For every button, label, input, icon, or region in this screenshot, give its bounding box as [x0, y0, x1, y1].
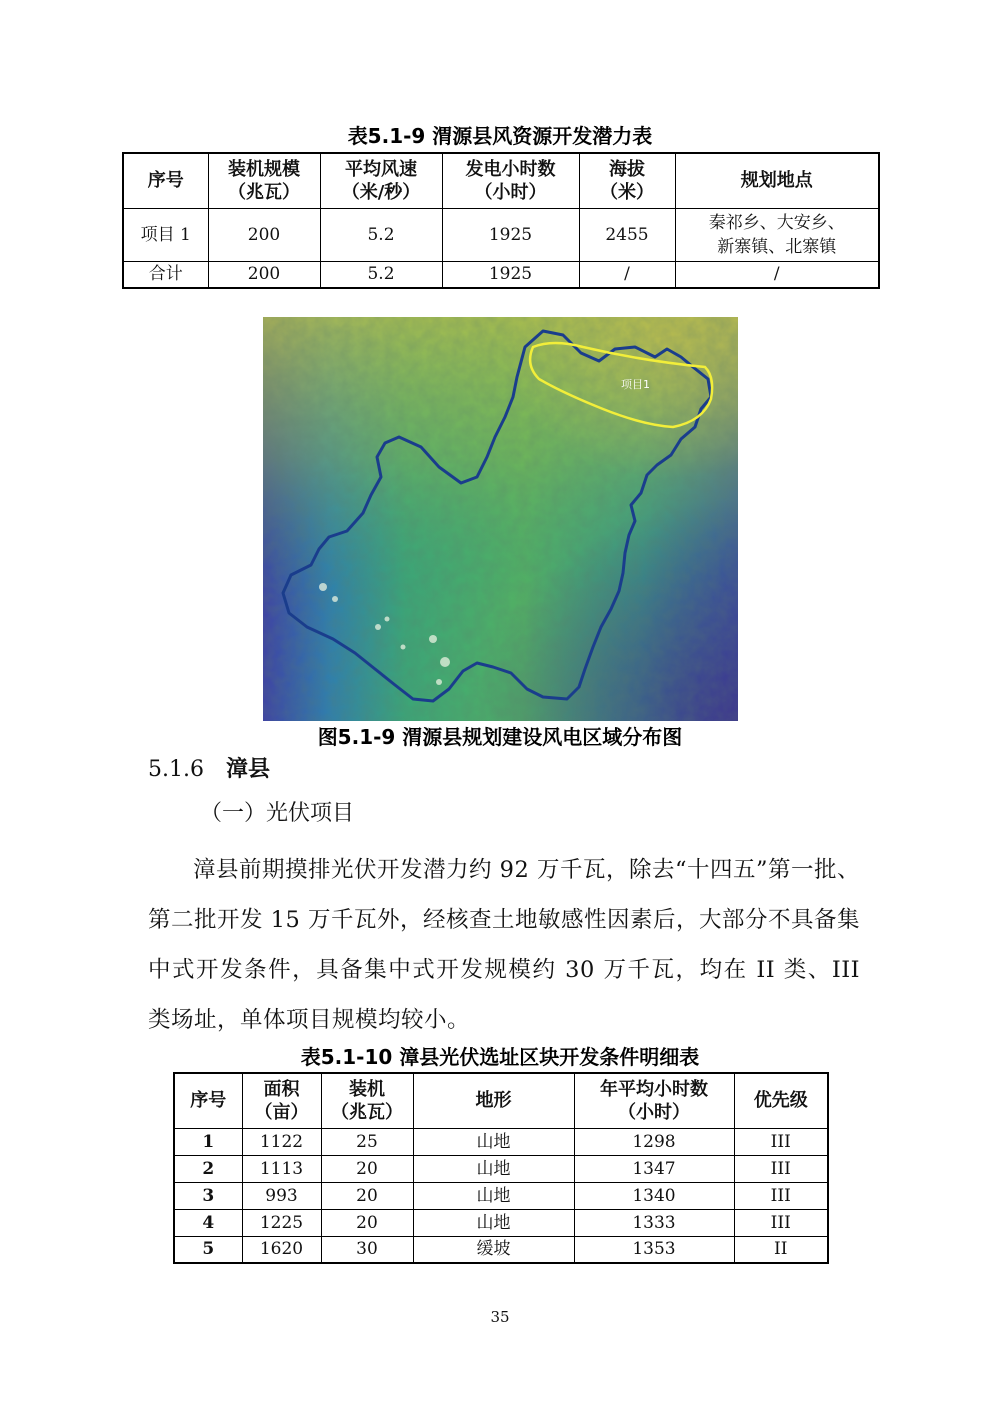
cell-no: 合计 [123, 261, 208, 288]
cell-no: 3 [174, 1182, 242, 1209]
cell-hours: 1925 [442, 261, 579, 288]
cell-no: 4 [174, 1209, 242, 1236]
header-cell: 面积 （亩） [242, 1073, 321, 1128]
header-cell: 年平均小时数 （小时） [574, 1073, 734, 1128]
cell-hours: 1333 [574, 1209, 734, 1236]
cell-hours: 1353 [574, 1236, 734, 1263]
cell-capacity: 30 [321, 1236, 413, 1263]
cell-no: 1 [174, 1128, 242, 1155]
cell-priority: III [734, 1209, 828, 1236]
cell-terrain: 山地 [413, 1155, 574, 1182]
cell-no: 5 [174, 1236, 242, 1263]
cell-capacity: 200 [208, 261, 320, 288]
table2-caption: 表5.1-10 漳县光伏选址区块开发条件明细表 [300, 1045, 700, 1069]
cell-hours: 1347 [574, 1155, 734, 1182]
table-row [174, 1128, 828, 1155]
header-cell: 装机规模 （兆瓦） [208, 153, 320, 208]
cell-priority: III [734, 1128, 828, 1155]
header-cell: 发电小时数 （小时） [442, 153, 579, 208]
header-cell: 序号 [174, 1073, 242, 1128]
cell-hours: 1925 [442, 208, 579, 261]
cell-area: 1620 [242, 1236, 321, 1263]
cell-location: 秦祁乡、大安乡、 新寨镇、北寨镇 [675, 208, 879, 261]
terrain-texture [263, 317, 738, 721]
header-cell: 规划地点 [675, 153, 879, 208]
section-heading [148, 755, 270, 785]
table-header-row [174, 1073, 828, 1128]
cell-no: 2 [174, 1155, 242, 1182]
cell-speed: 5.2 [320, 208, 442, 261]
header-cell: 序号 [123, 153, 208, 208]
cell-hours: 1298 [574, 1128, 734, 1155]
cell-priority: II [734, 1236, 828, 1263]
table-row [123, 208, 879, 261]
cell-altitude: / [579, 261, 675, 288]
project1-label: 项目1 [621, 378, 650, 391]
cell-capacity: 25 [321, 1128, 413, 1155]
wind-resource-table [122, 152, 880, 289]
body-paragraph: 漳县前期摸排光伏开发潜力约 92 万千瓦，除去“十四五”第一批、第二批开发 15 万千瓦外，经核查土地敏感性因素后，大部分不具备集中式开发条件，具备集中式开发规模约 30 万千瓦，均在 II 类、III 类场址，单体项目规模均较小。 [148, 857, 860, 1033]
cell-capacity: 200 [208, 208, 320, 261]
cell-area: 1113 [242, 1155, 321, 1182]
cell-location: / [675, 261, 879, 288]
cell-no: 项目 1 [123, 208, 208, 261]
cell-capacity: 20 [321, 1155, 413, 1182]
cell-capacity: 20 [321, 1182, 413, 1209]
cell-capacity: 20 [321, 1209, 413, 1236]
table-row [174, 1155, 828, 1182]
header-cell: 装机 （兆瓦） [321, 1073, 413, 1128]
table-row [174, 1209, 828, 1236]
cell-terrain: 山地 [413, 1128, 574, 1155]
table-header-row [123, 153, 879, 208]
figure-caption: 图5.1-9 渭源县规划建设风电区域分布图 [317, 725, 683, 749]
table1-caption: 表5.1-9 渭源县风资源开发潜力表 [347, 124, 653, 148]
cell-area: 1225 [242, 1209, 321, 1236]
wind-region-map [263, 317, 738, 721]
cell-area: 1122 [242, 1128, 321, 1155]
cell-terrain: 山地 [413, 1209, 574, 1236]
cell-hours: 1340 [574, 1182, 734, 1209]
table-row [174, 1182, 828, 1209]
page-number: 35 [490, 1308, 510, 1326]
header-cell: 平均风速 （米/秒） [320, 153, 442, 208]
pv-site-table [173, 1072, 829, 1264]
table-row [123, 261, 879, 288]
cell-priority: III [734, 1182, 828, 1209]
header-cell: 海拔 （米） [579, 153, 675, 208]
cell-speed: 5.2 [320, 261, 442, 288]
table-row [174, 1236, 828, 1263]
section-number: 5.1.6 [148, 757, 204, 782]
subsection-heading: （一）光伏项目 [200, 801, 355, 826]
cell-terrain: 缓坡 [413, 1236, 574, 1263]
cell-altitude: 2455 [579, 208, 675, 261]
section-title: 漳县 [225, 757, 270, 782]
cell-terrain: 山地 [413, 1182, 574, 1209]
cell-priority: III [734, 1155, 828, 1182]
header-cell: 优先级 [734, 1073, 828, 1128]
header-cell: 地形 [413, 1073, 574, 1128]
cell-area: 993 [242, 1182, 321, 1209]
